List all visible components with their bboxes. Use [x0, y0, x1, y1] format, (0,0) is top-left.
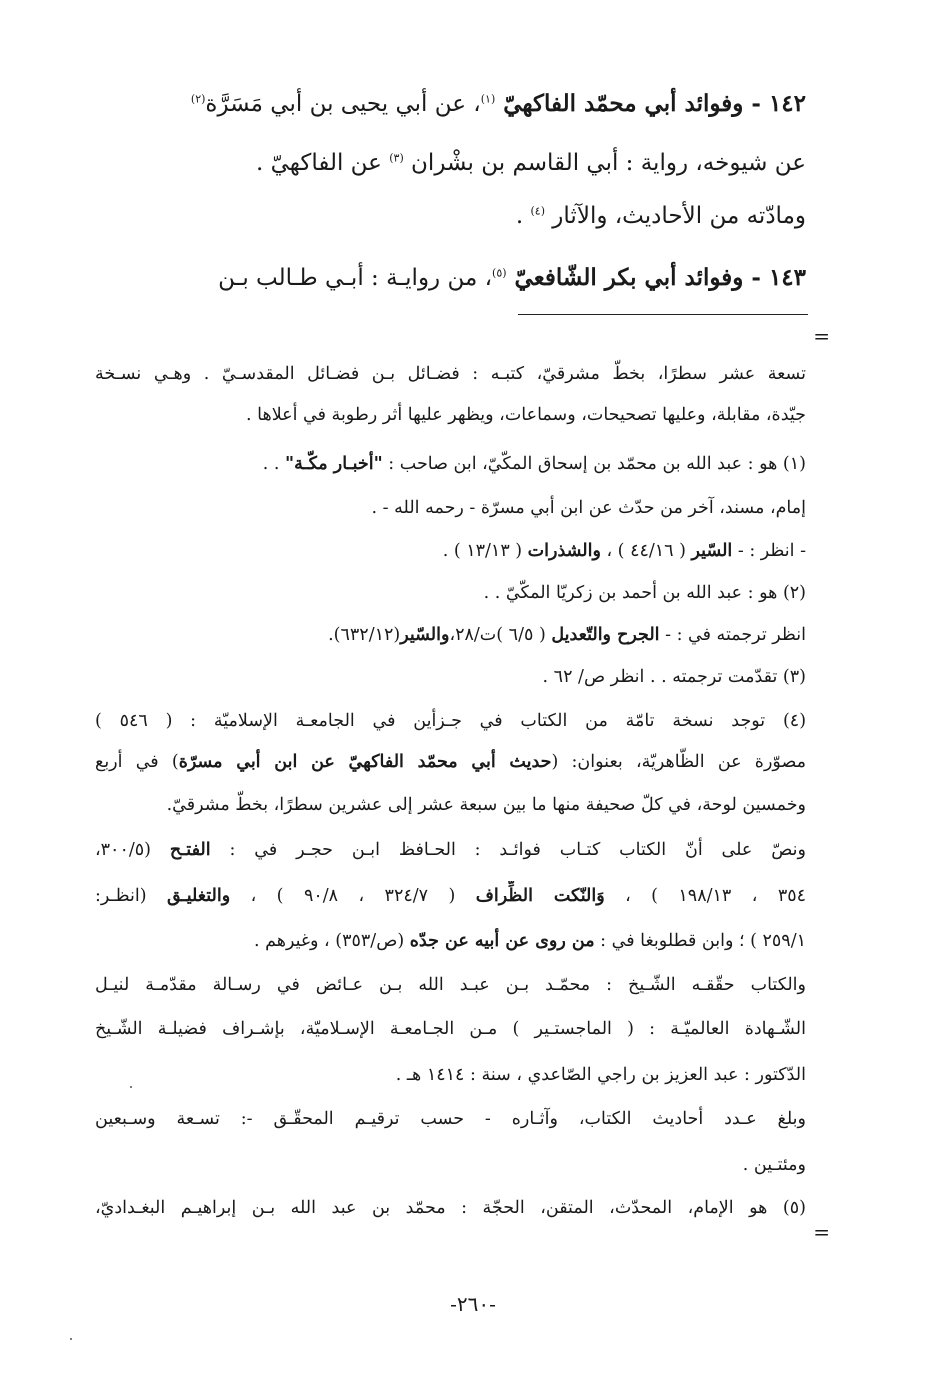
entry-text: ، عن أبي يحيى بن أبي مَسَرَّة [205, 91, 481, 117]
footnote-3: (٣) تقدّمت ترجمته . . انظر ص/ ٦٢ . [542, 667, 806, 687]
footnote-4-line-5 [95, 881, 806, 911]
book-title: من روى عن أبيه عن جدّه [409, 931, 595, 951]
footnote-4-line-9: الدّكتور : عبد العزيز بن راجي الصّاعدي ، سنة : ١٤١٤ هـ . [395, 1065, 806, 1085]
footnote-ref: (٢) [190, 92, 206, 106]
footnote-2-line-2 [95, 620, 806, 650]
footnote-separator [518, 314, 808, 315]
page-number: -٢٦٠- [450, 1292, 496, 1316]
footnote-continuation-line-2: جيّدة، مقابلة، وعليها تصحيحات، وسماعات، ويظهر عليها أثر رطوبة في أعلاها . [246, 405, 806, 425]
footnote-5: (٥) هو الإمام، المحدّث، المتقن، الحجّة : محمّد بن عبد الله بـن إبراهيـم البغـداديّ، [95, 1198, 806, 1218]
footnote-4-line-4 [95, 835, 806, 865]
entry-142-line-2 [95, 143, 806, 183]
footnote-text: ) في أربع [95, 752, 179, 772]
book-title: الفتـح [169, 840, 211, 860]
footnote-text: مصوّرة عن الظّاهريّة، بعنوان: ( [551, 752, 806, 772]
footnote-ref: (٣) [389, 151, 404, 165]
book-title: الجرح والتّعديل [551, 625, 660, 645]
entry-number: ١٤٣ [768, 264, 806, 291]
footnote-4-line-6 [95, 926, 806, 956]
footnote-text: . . [262, 454, 285, 474]
entry-142-line-3 [95, 196, 806, 236]
book-title: السّير [691, 541, 733, 561]
entry-text: عن الفاكهيّ . [255, 150, 390, 176]
footnote-ref: (٤) [530, 204, 545, 218]
footnote-text: انظر ترجمته في : - [659, 625, 806, 645]
footnote-text: (ص/٣٥٣) ، وغيرهم . [253, 931, 410, 951]
footnote-continuation-line-1: تسعة عشر سطرًا، بخطّ مشرقيّ، كتبـه : فضـائل بـن فضـائل المقدسـيّ . وهـي نسـخة [95, 364, 806, 384]
footnote-4-line-2 [95, 747, 806, 777]
footnote-text: ( ٣٢٤/٧ ، ٩٠/٨ ) ، [230, 886, 476, 906]
footnote-2-line-1: (٢) هو : عبد الله بن أحمد بن زكريّا المكّيّ . . [483, 583, 806, 603]
footnote-4-line-11: ومئتـين . [742, 1155, 806, 1175]
footnote-ref: (٥) [492, 266, 507, 280]
footnote-1-line-3 [95, 536, 806, 566]
entry-number: ١٤٢ [768, 90, 806, 117]
entry-text: - وفوائد أبي محمّد الفاكهيّ [495, 90, 769, 117]
entry-text: عن شيوخه، رواية : أبي القاسم بن بشْران [403, 150, 806, 176]
entry-143-line-1 [95, 258, 806, 298]
book-title: والسّير [400, 625, 450, 645]
footnote-text: (١) هو : عبد الله بن محمّد بن إسحاق المكّيّ، ابن صاحب : [382, 454, 806, 474]
footnote-1-line-1 [95, 449, 806, 479]
scan-speck [70, 1338, 72, 1340]
footnote-text: (٦٣٢/١٢). [328, 625, 401, 645]
book-title: والتغليـق [167, 886, 231, 906]
footnote-4-line-7: والكتاب حقّقـه الشّـيخ : محمّـد بـن عبـد الله بـن عـائض في رسـالة مقدّمـة لنيـل [95, 975, 806, 995]
entry-text: ، من روايـة : أبـي طـالب بـن [218, 265, 493, 291]
book-title: حديث أبي محمّد الفاكهيّ عن ابن أبي مسرّة [178, 752, 552, 772]
footnote-4-line-3: وخمسين لوحة، في كلّ صحيفة منها ما بين سبعة عشر إلى عشرين سطرًا، بخطّ مشرقيّ. [166, 795, 806, 815]
footnote-text: ٣٥٤ ، ١٩٨/١٣ ) ، [604, 886, 806, 906]
footnote-text: ونصّ على أنّ الكتاب كتـاب فوائـد : الحـافظ ابـن حجـر في : [210, 840, 806, 860]
footnote-text: - انظر : - [732, 541, 806, 561]
footnote-text: ( ٦/٥ )ت/٢٨، [449, 625, 552, 645]
entry-text: ومادّته من الأحاديث، والآثار [545, 203, 806, 229]
continuation-mark: = [813, 1220, 830, 1244]
footnote-1-line-2: إمام، مسند، آخر من حدّث عن ابن أبي مسرّة - رحمه الله - . [371, 498, 806, 518]
footnote-text: ٢٥٩/١ ) ؛ وابن قطلوبغا في : [594, 931, 806, 951]
footnote-text: ( ٤٤/١٦ ) ، [600, 541, 692, 561]
footnote-text: (انظـر: [95, 886, 168, 906]
scan-speck [130, 1086, 132, 1088]
footnote-text: (٣٠٠/٥، [95, 840, 170, 860]
book-title: "أخبـار مكّـة" [284, 454, 383, 474]
continuation-mark: = [813, 324, 830, 348]
footnote-4-line-8: الشّـهادة العالميّـة : ( الماجستـير ) مـن الجـامعـة الإسـلاميّة، بإشـراف فضيلـة الشّـيخ [95, 1019, 806, 1039]
footnote-4-line-1: (٤) توجد نسخة تامّة من الكتاب في جـزأين في الجامعـة الإسلاميّة : ( ٥٤٦ ) [95, 711, 806, 731]
entry-142-line-1 [95, 84, 806, 124]
footnote-4-line-10: وبلغ عـدد أحاديث الكتاب، وآثـاره - حسب ترقيـم المحقّـق -: تسـعة وسـبعين [95, 1109, 806, 1129]
entry-text: . [515, 203, 531, 229]
entry-text: - وفوائد أبي بكر الشّافعيّ [506, 264, 769, 291]
book-title: والشذرات [527, 541, 601, 561]
footnote-text: ( ١٣/١٣ ) . [442, 541, 528, 561]
footnote-ref: (١) [480, 92, 496, 106]
book-title: وَالنّكت الظِّراف [475, 886, 605, 906]
